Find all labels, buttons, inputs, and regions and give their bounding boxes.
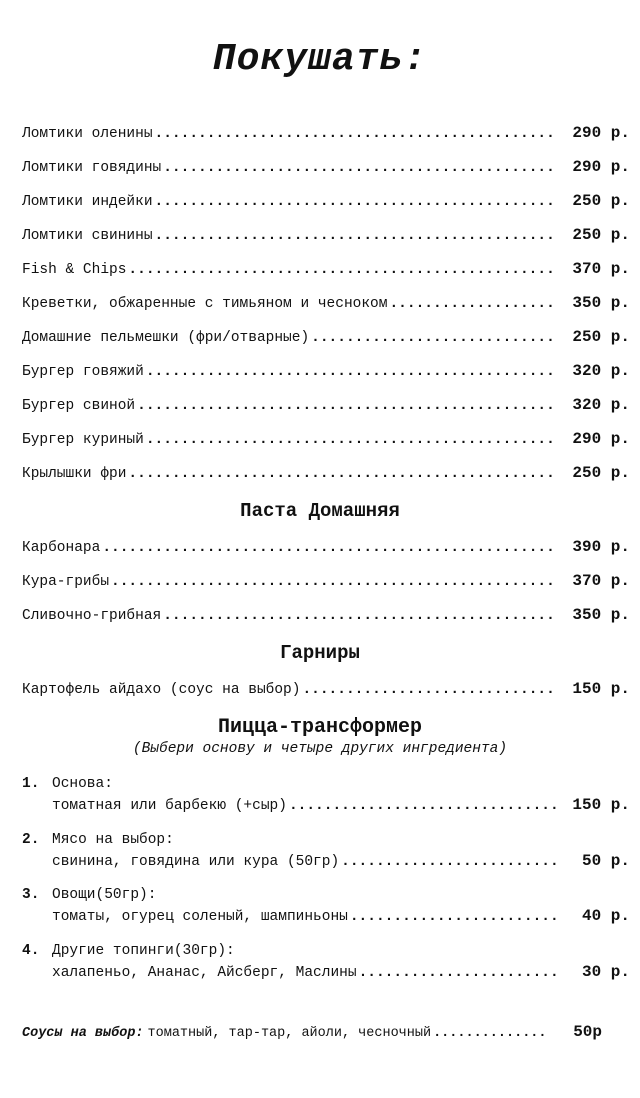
menu-item: [52, 907, 630, 929]
dot-leader: [102, 540, 558, 556]
item-name: Кура-грибы: [22, 574, 110, 590]
item-name: Крылышки фри: [22, 466, 127, 482]
menu-item: [22, 464, 630, 486]
pizza-step-title: [22, 832, 174, 848]
dot-leader: [128, 466, 558, 482]
item-price: 390 р.: [572, 538, 630, 556]
item-price: 320 р.: [572, 362, 630, 380]
item-name: свинина, говядина или кура (50гр): [52, 854, 340, 870]
menu-item: [22, 606, 630, 628]
item-price: 320 р.: [572, 396, 630, 414]
item-name: Креветки, обжаренные с тимьяном и чесноком: [22, 296, 388, 312]
menu-item: [22, 124, 630, 146]
menu-item: [22, 572, 630, 594]
item-price: 370 р.: [572, 572, 630, 590]
dot-leader: [163, 160, 558, 176]
item-price: 290 р.: [572, 124, 630, 142]
item-price: 370 р.: [572, 260, 630, 278]
step-number: 3.: [22, 887, 40, 903]
step-number: 2.: [22, 832, 40, 848]
item-price: 250 р.: [572, 464, 630, 482]
menu-item: [52, 796, 630, 818]
sauces-line: [22, 1023, 602, 1045]
menu-title: Покушать:: [212, 38, 428, 81]
item-name: Домашние пельмешки (фри/отварные): [22, 330, 310, 346]
dot-leader: [341, 854, 558, 870]
dot-leader: [137, 398, 558, 414]
item-price: 290 р.: [572, 158, 630, 176]
item-price: 250 р.: [572, 328, 630, 346]
step-title: Основа:: [52, 776, 113, 792]
item-name: Fish & Chips: [22, 262, 127, 278]
item-name: Сливочно-грибная: [22, 608, 162, 624]
item-price: 350 р.: [572, 606, 630, 624]
dot-leader: [155, 228, 558, 244]
menu-item: [22, 260, 630, 282]
item-name: Ломтики индейки: [22, 194, 153, 210]
step-title: Мясо на выбор:: [52, 832, 174, 848]
menu-item: [52, 852, 630, 874]
dot-leader: [389, 296, 558, 312]
item-price: 150 р.: [572, 796, 630, 814]
section-heading-pizza: Пицца-трансформер: [217, 716, 423, 739]
item-name: Ломтики свинины: [22, 228, 153, 244]
step-title: Овощи(50гр):: [52, 887, 157, 903]
item-price: 290 р.: [572, 430, 630, 448]
menu-item: [22, 680, 630, 702]
dot-leader: [433, 1026, 545, 1041]
dot-leader: [359, 965, 558, 981]
item-name: Ломтики оленины: [22, 126, 153, 142]
step-number: 1.: [22, 776, 40, 792]
step-number: 4.: [22, 943, 40, 959]
item-price: 350 р.: [572, 294, 630, 312]
dot-leader: [146, 364, 558, 380]
item-name: Ломтики говядины: [22, 160, 162, 176]
item-name: Бургер свиной: [22, 398, 136, 414]
pizza-subtitle: (Выбери основу и четыре других ингредиента): [132, 741, 508, 757]
item-name: томаты, огурец соленый, шампиньоны: [52, 909, 348, 925]
sauces-price: 50р: [573, 1023, 602, 1041]
sauces-list: томатный, тар-тар, айоли, чесночный: [147, 1026, 432, 1041]
section-heading-pasta: Паста Домашняя: [240, 500, 400, 522]
sauces-label: Соусы на выбор:: [22, 1026, 144, 1041]
menu-item: [22, 226, 630, 248]
dot-leader: [155, 194, 558, 210]
item-name: Бургер куриный: [22, 432, 144, 448]
dot-leader: [289, 798, 558, 814]
item-name: Бургер говяжий: [22, 364, 144, 380]
menu-item: [22, 192, 630, 214]
dot-leader: [350, 909, 558, 925]
item-name: томатная или барбекю (+сыр): [52, 798, 287, 814]
pizza-step-title: [22, 887, 156, 903]
section-heading-garnish: Гарниры: [280, 642, 360, 664]
item-price: 30 р.: [581, 963, 630, 981]
pizza-step-title: [22, 943, 235, 959]
step-title: Другие топинги(30гр):: [52, 943, 235, 959]
item-price: 50 р.: [581, 852, 630, 870]
dot-leader: [163, 608, 558, 624]
menu-item: [52, 963, 630, 985]
menu-item: [22, 538, 630, 560]
menu-item: [22, 158, 630, 180]
pizza-step-title: [22, 776, 113, 792]
menu-item: [22, 328, 630, 350]
menu-item: [22, 294, 630, 316]
menu-item: [22, 362, 630, 384]
dot-leader: [311, 330, 558, 346]
menu-item: [22, 430, 630, 452]
item-name: халапеньо, Ананас, Айсберг, Маслины: [52, 965, 357, 981]
item-name: Картофель айдахо (соус на выбор): [22, 682, 301, 698]
dot-leader: [128, 262, 558, 278]
dot-leader: [302, 682, 558, 698]
dot-leader: [155, 126, 558, 142]
item-price: 250 р.: [572, 226, 630, 244]
menu-item: [22, 396, 630, 418]
item-price: 250 р.: [572, 192, 630, 210]
item-name: Карбонара: [22, 540, 101, 556]
item-price: 40 р.: [581, 907, 630, 925]
dot-leader: [146, 432, 558, 448]
item-price: 150 р.: [572, 680, 630, 698]
dot-leader: [111, 574, 558, 590]
